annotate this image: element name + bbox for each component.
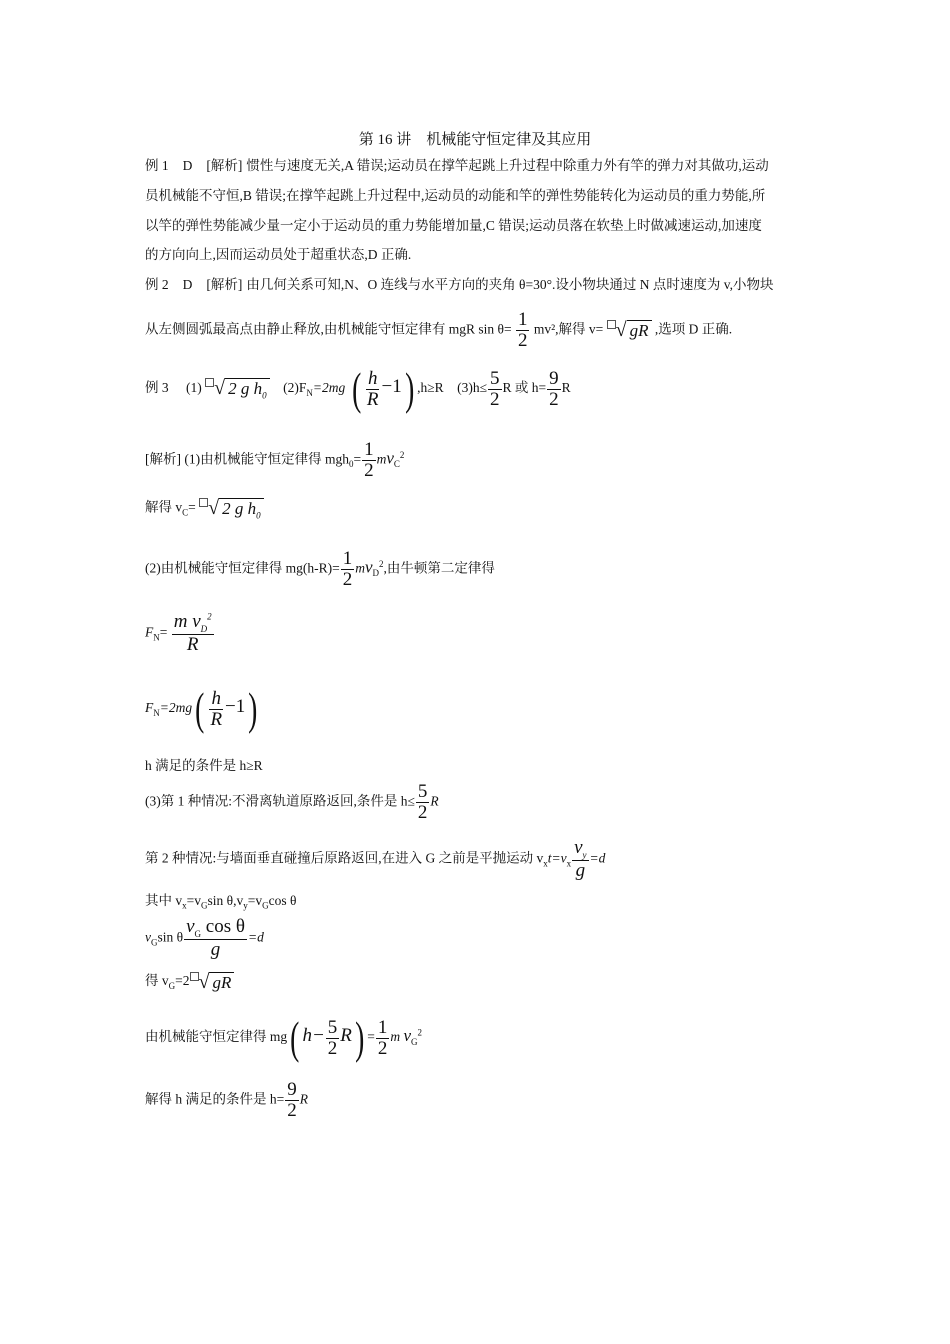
sqrt-2gh0: √ 2 g $h_0$: [205, 376, 269, 401]
ex1-text-4: 的方向向上,因而运动员处于超重状态,D 正确.: [145, 247, 412, 262]
sol-line-4: $F_N=$ $\frac{m v_D^2}{R}$: [145, 611, 212, 656]
sol-line-11: 得 $v_G=2$ √ gR: [145, 970, 234, 994]
sol-line-12: 由机械能守恒定律得 mg( h− $\frac{5}{2}$ R) = $\frac{1}{2}$ m $v_G^2$: [145, 1012, 423, 1063]
ex2-text-1: 由几何关系可知,N、O 连线与水平方向的夹角 θ=30°.设小物块通过 N 点时速度为 v,小物块: [246, 277, 774, 292]
ex1-label: 例 1: [145, 158, 169, 173]
ex1-answer: D: [182, 158, 193, 173]
sol-line-6: h 满足的条件是 h≥R: [145, 758, 263, 773]
ex2-text-2b: mv²,解得 v=: [533, 321, 604, 337]
sol-line-8: 第 2 种情况:与墙面垂直碰撞后原路返回,在进入 G 之前是平抛运动 $v_xt=v_x$ $\frac{v_y}{g}$ =d: [145, 837, 606, 882]
ex1-text-1: 惯性与速度无关,A 错误;运动员在撑竿起跳上升过程中除重力外有竿的弹力对其做功,运动: [246, 158, 769, 173]
sol-line-5: $F_N=2mg$( $\frac{h}{R}$ −1): [145, 683, 258, 734]
sol-line-13: 解得 h 满足的条件是 h= $\frac{9}{2}$ R: [145, 1079, 308, 1121]
ex1-text-3: 以竿的弹性势能减少量一定小于运动员的重力势能增加量,C 错误;运动员落在软垫上时做减速运动,加速度: [145, 218, 762, 233]
ex2-label: 例 2: [145, 277, 169, 292]
ex1-tag: [解析]: [206, 158, 243, 173]
sol-line-7: (3)第 1 种情况:不滑离轨道原路返回,条件是 h≤ $\frac{5}{2}$ R: [145, 781, 439, 823]
fraction-half: $\frac{1}{2}$: [517, 309, 528, 351]
sqrt-gR: √ gR: [607, 318, 652, 342]
ex3-label: 例 3: [145, 380, 169, 396]
page-title: 第 16 讲 机械能守恒定律及其应用: [358, 132, 592, 148]
ex2-text-2a: 从左侧圆弧最高点由静止释放,由机械能守恒定律有 mgR sin θ=: [145, 321, 512, 337]
sol-line-10: $v_G\sin$ θ $\frac{v_G \cos \theta}{g}$ =d: [145, 916, 264, 961]
ex3-part1: (1): [186, 380, 202, 396]
ex2-tag: [解析]: [206, 277, 243, 292]
ex3-part3: (3)h≤: [457, 380, 488, 396]
ex1-line-1: [145, 158, 769, 174]
ex2-line-2: [145, 310, 732, 351]
sol-line-1: [解析] (1)由机械能守恒定律得 mgh$_0$= $\frac{1}{2}$ $mv_C^2$: [145, 439, 405, 481]
ex2-line-1: [145, 277, 773, 293]
ex2-text-2c: ,选项 D 正确.: [654, 321, 733, 337]
ex3-part2: (2)F: [283, 380, 307, 396]
ex1-text-2: 员机械能不守恒,B 错误;在撑竿起跳上升过程中,运动员的动能和竿的弹性势能转化为运动员的重力势能,所: [145, 188, 766, 203]
sol-line-2: 解得 $v_C=$ √ 2 g $h_0$: [145, 496, 264, 521]
sol-line-9: 其中 $v_x=v_G\sin$ $\theta,v_y=v_G\cos$ θ: [145, 893, 297, 911]
ex3-answers: 例 3 (1) √ 2 g $h_0$ $(2)F_N=2mg$ ( $\frac{h}{R}$ −1) ,h≥R (3)h≤ $\frac{5}{2}$ R 或 h= $\frac{9}{2}$ R: [145, 363, 571, 414]
sol-line-3: (2)由机械能守恒定律得 mg(h-R)= $\frac{1}{2}$ $mv_D^2$,由牛顿第二定律得: [145, 548, 495, 590]
ex2-answer: D: [182, 277, 193, 292]
